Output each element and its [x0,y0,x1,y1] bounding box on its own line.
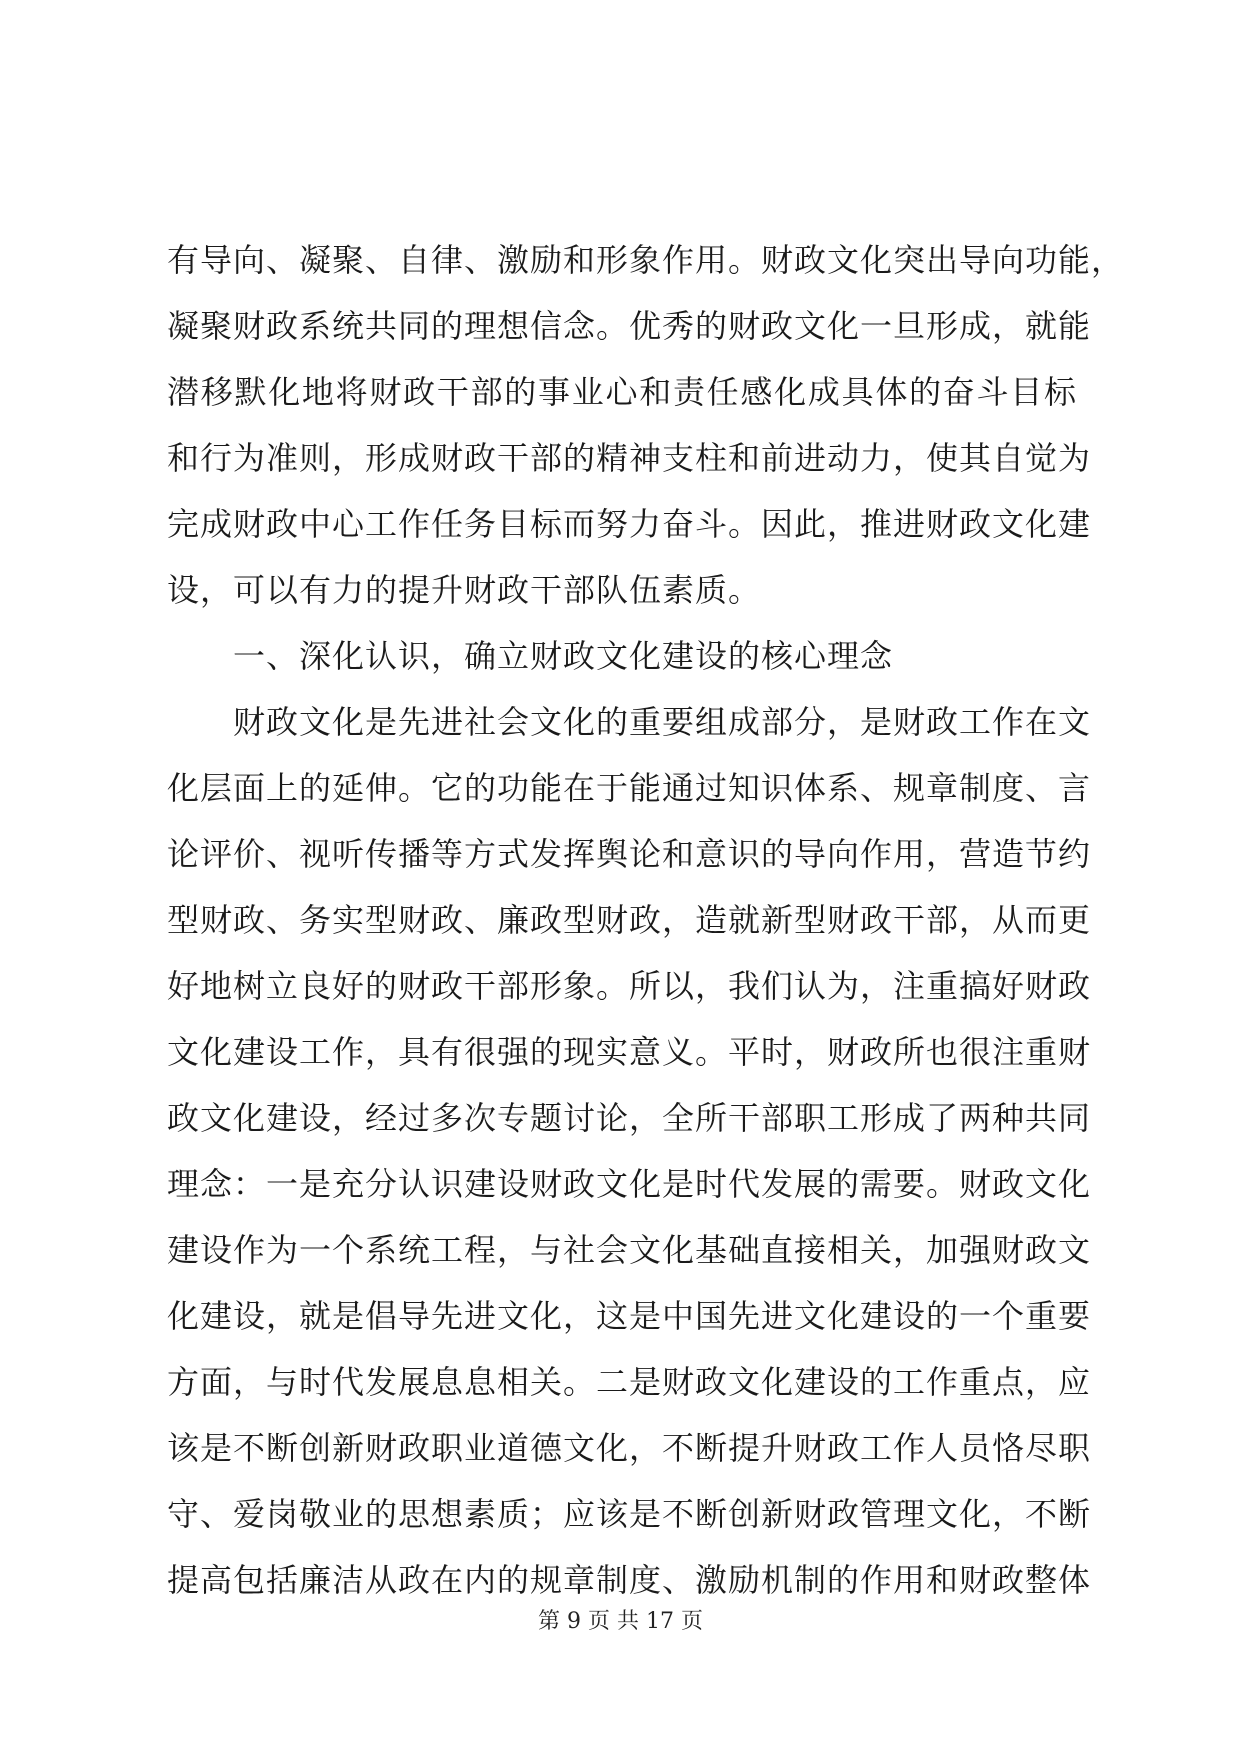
paragraph-line: 化建设，就是倡导先进文化，这是中国先进文化建设的一个重要 [167,1297,1092,1335]
paragraph-line: 凝聚财政系统共同的理想信念。优秀的财政文化一旦形成，就能 [167,307,1092,345]
paragraph-line: 提高包括廉洁从政在内的规章制度、激励机制的作用和财政整体 [167,1561,1092,1599]
paragraph-line: 守、爱岗敬业的思想素质；应该是不断创新财政管理文化，不断 [167,1495,1092,1533]
section-heading: 一、深化认识，确立财政文化建设的核心理念 [233,637,894,675]
paragraph-line: 财政文化是先进社会文化的重要组成部分，是财政工作在文 [233,703,1092,741]
paragraph-line: 好地树立良好的财政干部形象。所以，我们认为，注重搞好财政 [167,967,1092,1005]
paragraph-line: 化层面上的延伸。它的功能在于能通过知识体系、规章制度、言 [167,769,1092,807]
page-number-footer: 第 9 页 共 17 页 [538,1609,703,1634]
paragraph-line: 文化建设工作，具有很强的现实意义。平时，财政所也很注重财 [167,1033,1092,1071]
paragraph-line: 方面，与时代发展息息相关。二是财政文化建设的工作重点，应 [167,1363,1092,1401]
paragraph-line: 建设作为一个系统工程，与社会文化基础直接相关，加强财政文 [167,1231,1092,1269]
paragraph-line: 有导向、凝聚、自律、激励和形象作用。财政文化突出导向功能， [167,241,1125,279]
paragraph-line: 论评价、视听传播等方式发挥舆论和意识的导向作用，营造节约 [167,835,1092,873]
paragraph-line: 设，可以有力的提升财政干部队伍素质。 [167,571,762,609]
paragraph-line: 潜移默化地将财政干部的事业心和责任感化成具体的奋斗目标 [167,373,1077,411]
paragraph-line: 型财政、务实型财政、廉政型财政，造就新型财政干部，从而更 [167,901,1092,939]
document-body [167,227,1125,1613]
paragraph-line: 完成财政中心工作任务目标而努力奋斗。因此，推进财政文化建 [167,505,1092,543]
paragraph-line: 该是不断创新财政职业道德文化，不断提升财政工作人员恪尽职 [167,1429,1092,1467]
paragraph-line: 和行为准则，形成财政干部的精神支柱和前进动力，使其自觉为 [167,439,1092,477]
paragraph-line: 政文化建设，经过多次专题讨论，全所干部职工形成了两种共同 [167,1099,1092,1137]
paragraph-line: 理念：一是充分认识建设财政文化是时代发展的需要。财政文化 [167,1165,1092,1203]
